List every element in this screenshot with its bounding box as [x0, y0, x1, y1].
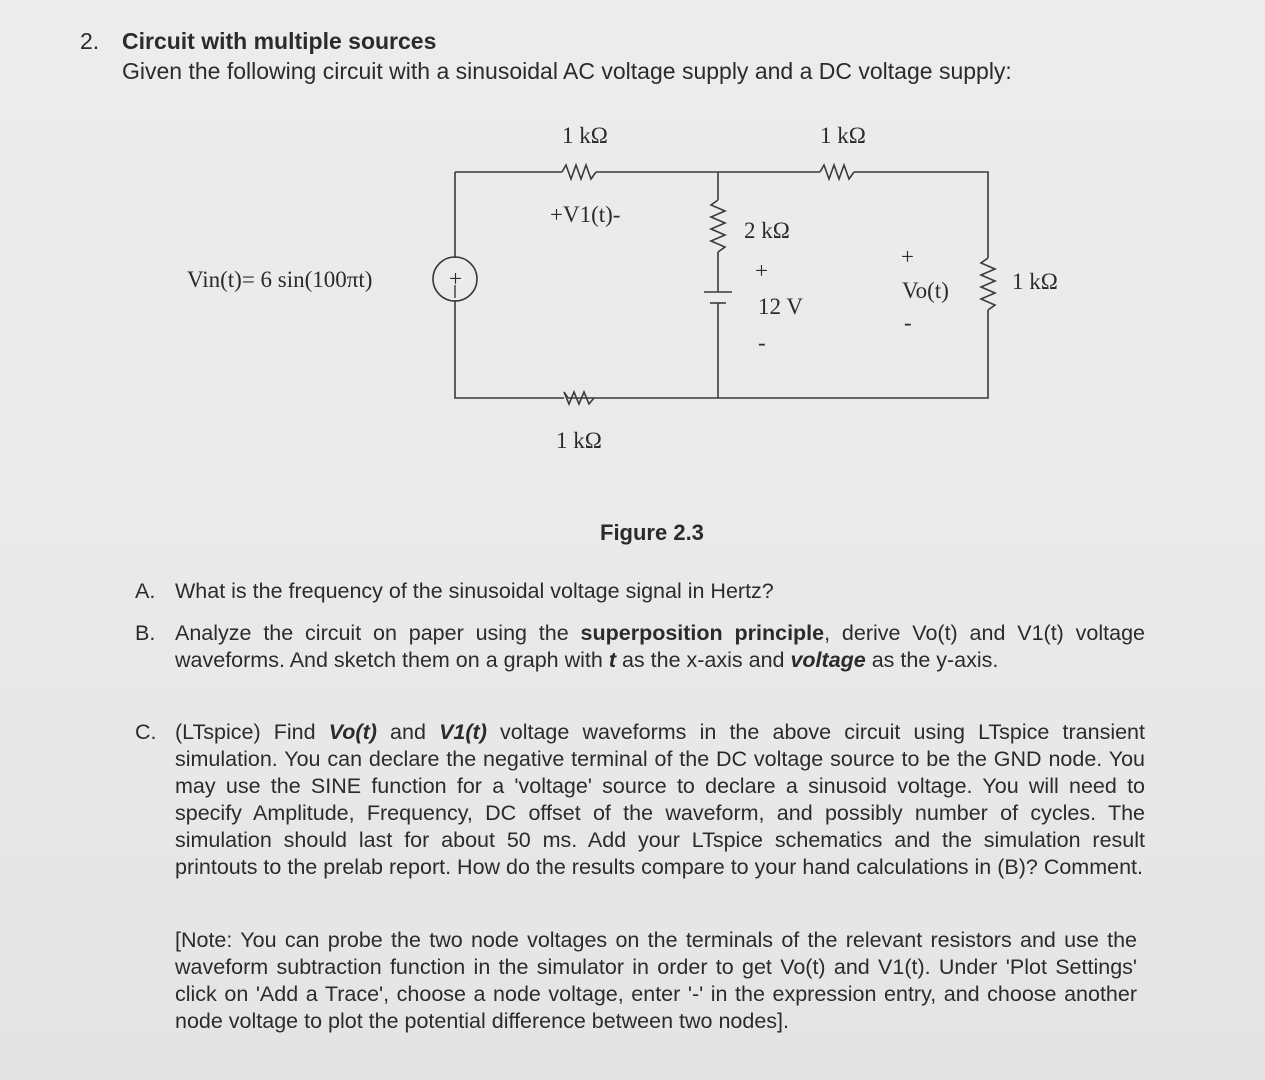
- question-c-note: [Note: You can probe the two node voltages on the terminals of the relevant resistors and use the waveform subtraction function in the simulator in order to get Vo(t) and V1(t). Under 'Plot Settings' click on 'Add a Trace', choose a node voltage, enter '-' in the expression entry, and choose another node voltage to plot the potential difference between two nodes].: [175, 928, 1137, 1033]
- question-a-label: A.: [135, 579, 156, 603]
- problem-title: Circuit with multiple sources: [122, 28, 437, 54]
- question-a-text: What is the frequency of the sinusoidal voltage signal in Hertz?: [175, 579, 774, 603]
- r-top-right-label: 1 kΩ: [820, 123, 866, 148]
- wire-right-bottom: [568, 310, 988, 398]
- vo-label: Vo(t): [902, 278, 949, 303]
- resistor-top-left: [562, 165, 596, 179]
- v1-label: +V1(t)-: [550, 202, 621, 227]
- vin-label: Vin(t)= 6 sin(100πt): [187, 267, 373, 292]
- dc-value-label: 12 V: [758, 294, 803, 319]
- resistor-mid: [711, 200, 725, 252]
- question-b-label: B.: [135, 621, 156, 645]
- resistor-right: [981, 258, 995, 310]
- circuit-diagram: [0, 0, 1265, 520]
- figure-caption: Figure 2.3: [600, 520, 704, 545]
- problem-intro: Given the following circuit with a sinusoidal AC voltage supply and a DC voltage supply:: [122, 58, 1012, 84]
- question-c-text: (LTspice) Find Vo(t) and V1(t) voltage waveforms in the above circuit using LTspice transient simulation. You can declare the negative terminal of the DC voltage source to be the GND node. You may use the SINE function for a 'voltage' source to declare a sinusoid voltage. You will need to specify Amplitude, Frequency, DC offset of the waveform, and possibly number of cycles. The simulation should last for about 50 ms. Add your LTspice schematics and the simulation result printouts to the prelab report. How do the results compare to your hand calculations in (B)? Comment.: [175, 720, 1145, 879]
- vo-plus-sign: +: [901, 244, 914, 269]
- r-top-left-label: 1 kΩ: [562, 123, 608, 148]
- r-bottom-label: 1 kΩ: [556, 428, 602, 453]
- problem-number: 2.: [80, 28, 100, 54]
- vo-minus-sign: -: [904, 310, 912, 335]
- dc-minus-sign: -: [758, 330, 766, 355]
- wire-bottom-left: [455, 300, 564, 398]
- resistor-top-right: [820, 165, 854, 179]
- r-right-label: 1 kΩ: [1012, 269, 1058, 294]
- r-mid-label: 2 kΩ: [744, 218, 790, 243]
- dc-plus-sign: +: [755, 258, 768, 283]
- source-plus-sign: +: [449, 266, 462, 291]
- wire-top-right: [854, 172, 988, 258]
- question-b-text: Analyze the circuit on paper using the superposition principle, derive Vo(t) and V1(t) voltage waveforms. And sketch them on a graph with t as the x-axis and voltage as the y-axis.: [175, 621, 1145, 672]
- question-c-label: C.: [135, 720, 157, 744]
